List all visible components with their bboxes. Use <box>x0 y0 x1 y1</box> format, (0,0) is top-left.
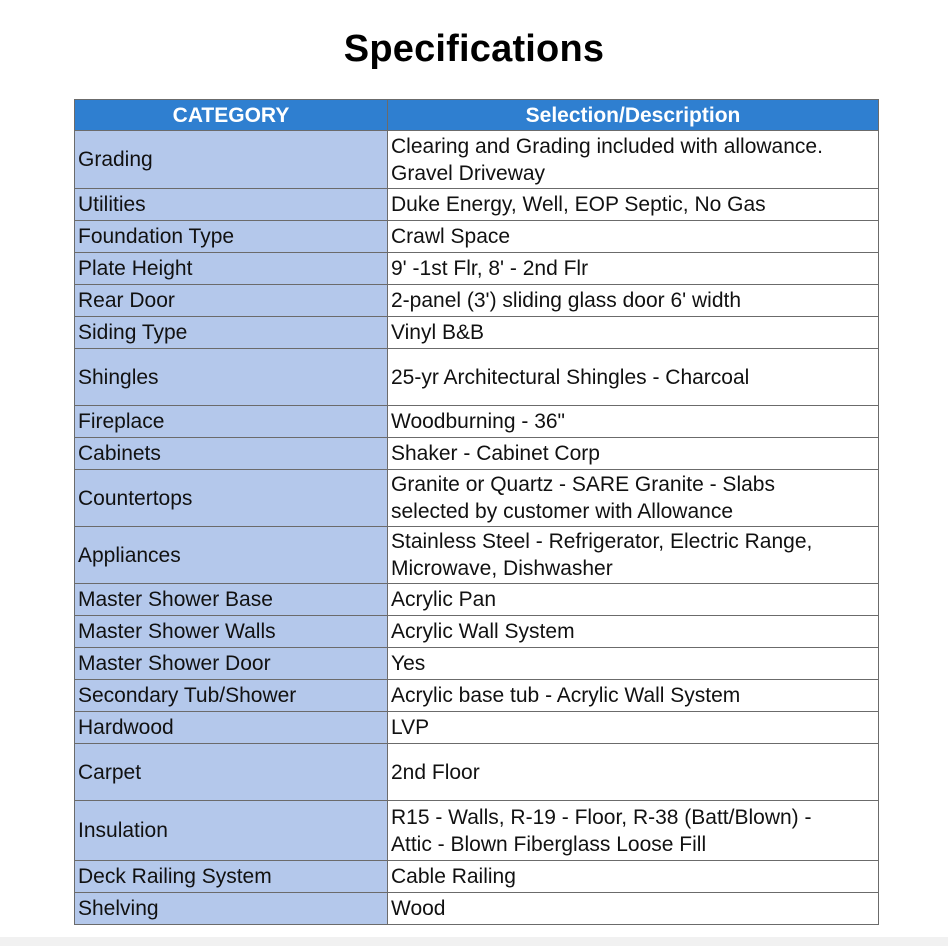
table-row <box>75 893 879 925</box>
description-line: Gravel Driveway <box>391 161 546 185</box>
description-cell <box>388 712 879 744</box>
table-row <box>75 349 879 406</box>
specifications-table <box>74 99 879 925</box>
category-cell: Master Shower Door <box>75 648 388 680</box>
description-line: Acrylic base tub - Acrylic Wall System <box>391 684 741 707</box>
description-cell <box>388 584 879 616</box>
table-header-row <box>75 100 879 131</box>
table-row <box>75 680 879 712</box>
table-row <box>75 317 879 349</box>
table-row <box>75 470 879 527</box>
description-line: Woodburning - 36" <box>391 410 566 433</box>
table-row <box>75 131 879 189</box>
description-line: Acrylic Pan <box>391 588 497 611</box>
table-body <box>75 131 879 925</box>
description-line: 25-yr Architectural Shingles - Charcoal <box>391 365 750 389</box>
category-cell: Utilities <box>75 189 388 221</box>
description-cell <box>388 438 879 470</box>
category-cell: Countertops <box>75 470 388 527</box>
category-cell: Master Shower Walls <box>75 616 388 648</box>
column-header-description: Selection/Description <box>388 100 879 131</box>
table-row <box>75 253 879 285</box>
description-line: selected by customer with Allowance <box>391 500 733 523</box>
category-cell: Master Shower Base <box>75 584 388 616</box>
description-line: Clearing and Grading included with allowance. <box>391 134 823 158</box>
description-line: Cable Railing <box>391 865 516 888</box>
description-cell <box>388 527 879 584</box>
description-line: Acrylic Wall System <box>391 620 575 643</box>
category-cell: Deck Railing System <box>75 861 388 893</box>
description-line: Yes <box>391 652 426 675</box>
description-cell <box>388 406 879 438</box>
table-row <box>75 861 879 893</box>
description-cell <box>388 470 879 527</box>
category-cell: Shingles <box>75 349 388 406</box>
table-row <box>75 744 879 801</box>
description-line: Shaker - Cabinet Corp <box>391 442 600 465</box>
column-header-category: CATEGORY <box>75 100 388 131</box>
description-line: 9' -1st Flr, 8' - 2nd Flr <box>391 257 589 280</box>
category-cell: Rear Door <box>75 285 388 317</box>
description-cell <box>388 131 879 189</box>
table-row <box>75 221 879 253</box>
table-row <box>75 648 879 680</box>
category-cell: Appliances <box>75 527 388 584</box>
category-cell: Plate Height <box>75 253 388 285</box>
category-cell: Siding Type <box>75 317 388 349</box>
table-row <box>75 527 879 584</box>
description-cell <box>388 317 879 349</box>
page-title: Specifications <box>343 28 605 70</box>
description-cell <box>388 253 879 285</box>
category-cell: Shelving <box>75 893 388 925</box>
table-row <box>75 406 879 438</box>
description-line: 2-panel (3') sliding glass door 6' width <box>391 289 742 312</box>
description-line: 2nd Floor <box>391 760 480 784</box>
description-cell <box>388 285 879 317</box>
description-cell <box>388 861 879 893</box>
category-cell: Cabinets <box>75 438 388 470</box>
category-cell: Foundation Type <box>75 221 388 253</box>
description-cell <box>388 189 879 221</box>
description-line: LVP <box>391 716 430 739</box>
description-line: Microwave, Dishwasher <box>391 557 613 580</box>
description-line: Wood <box>391 897 446 920</box>
description-line: Granite or Quartz - SARE Granite - Slabs <box>391 473 775 496</box>
description-cell <box>388 893 879 925</box>
table-row <box>75 616 879 648</box>
description-cell <box>388 648 879 680</box>
description-cell <box>388 680 879 712</box>
description-cell <box>388 801 879 861</box>
description-line: Attic - Blown Fiberglass Loose Fill <box>391 832 707 856</box>
description-line: Duke Energy, Well, EOP Septic, No Gas <box>391 193 766 216</box>
category-cell: Grading <box>75 131 388 189</box>
description-line: Vinyl B&B <box>391 321 484 344</box>
table-row <box>75 801 879 861</box>
category-cell: Carpet <box>75 744 388 801</box>
category-cell: Secondary Tub/Shower <box>75 680 388 712</box>
description-cell <box>388 744 879 801</box>
table-row <box>75 438 879 470</box>
page-bottom-band <box>0 937 948 946</box>
description-cell <box>388 349 879 406</box>
description-line: Stainless Steel - Refrigerator, Electric Range, <box>391 530 813 553</box>
description-line: Crawl Space <box>391 225 511 248</box>
description-line: R15 - Walls, R-19 - Floor, R-38 (Batt/Blown) - <box>391 805 812 829</box>
table-row <box>75 189 879 221</box>
table-row <box>75 584 879 616</box>
category-cell: Hardwood <box>75 712 388 744</box>
table-row <box>75 712 879 744</box>
category-cell: Fireplace <box>75 406 388 438</box>
description-cell <box>388 221 879 253</box>
category-cell: Insulation <box>75 801 388 861</box>
table-row <box>75 285 879 317</box>
description-cell <box>388 616 879 648</box>
